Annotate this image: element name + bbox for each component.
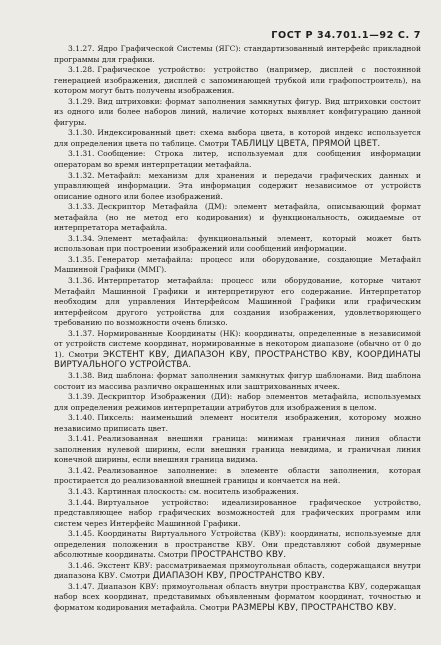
paragraph-number: 3.1.47. bbox=[68, 581, 95, 591]
paragraph-number: 3.1.32. bbox=[68, 170, 95, 180]
cross-reference: ПРОСТРАНСТВО КВУ. bbox=[190, 550, 287, 561]
definition-paragraph bbox=[54, 466, 421, 487]
paragraph-text: Реализованная внешняя граница: минимая граничная линия области заполнения нулевой ширины, если внешняя граница невидима, и граничная линия конечной ширины, если внешняя граница видима. bbox=[54, 434, 421, 465]
paragraph-number: 3.1.35. bbox=[68, 254, 95, 264]
paragraph-number: 3.1.29. bbox=[68, 96, 95, 106]
definition-paragraph bbox=[54, 234, 421, 255]
definition-paragraph bbox=[54, 171, 421, 203]
page-header: ГОСТ Р 34.701.1—92 С. 7 bbox=[271, 30, 421, 41]
paragraph-text: Реализованное заполнение: в элементе области заполнения, которая простирается до реализованной внешней границы и кончается на ней. bbox=[54, 465, 421, 486]
paragraph-number: 3.1.41. bbox=[68, 434, 95, 444]
paragraph-number: 3.1.46. bbox=[68, 560, 95, 570]
paragraph-text: Диапазон КВУ: прямоугольная область внутри пространства КВУ, содержащая набор всех координат, представимых объявленным форматом координат, точностью и форматом кодирования метафайла. Смотри bbox=[54, 581, 421, 612]
paragraph-number: 3.1.36. bbox=[68, 276, 95, 286]
definition-paragraph bbox=[54, 149, 421, 170]
paragraph-number: 3.1.27. bbox=[68, 44, 95, 53]
cross-reference: ТАБЛИЦУ ЦВЕТА, ПРЯМОЙ ЦВЕТ. bbox=[231, 138, 381, 149]
paragraph-number: 3.1.33. bbox=[68, 202, 95, 212]
definition-paragraph bbox=[54, 498, 421, 530]
cross-reference: ЭКСТЕНТ КВУ, ДИАПАЗОН КВУ, ПРОСТРАНСТВО КВУ, КООРДИНАТЫ ВИРТУАЛЬНОГО УСТРОЙСТВА. bbox=[54, 349, 421, 371]
paragraph-number: 3.1.45. bbox=[68, 529, 95, 539]
paragraph-number: 3.1.38. bbox=[68, 370, 95, 380]
document-body bbox=[54, 44, 421, 614]
paragraph-text: Индексированный цвет: схема выбора цвета, в которой индекс используется для определения цвета по таблице. Смотри bbox=[54, 128, 421, 148]
paragraph-text: Виртуальное устройство: идеализированное графическое устройство, представляющее набор графических возможностей для графических программ или систем через Интерфейс Машинной Графики. bbox=[54, 497, 421, 528]
paragraph-number: 3.1.28. bbox=[68, 65, 95, 75]
definition-paragraph bbox=[54, 529, 421, 561]
paragraph-text: Ядро Графической Системы (ЯГС): стандартизованный интерфейс прикладной программы для графики. bbox=[54, 44, 421, 64]
paragraph-number: 3.1.40. bbox=[68, 413, 95, 423]
cross-reference: РАЗМЕРЫ КВУ, ПРОСТРАНСТВО КВУ. bbox=[232, 602, 397, 613]
paragraph-number: 3.1.37. bbox=[68, 328, 95, 338]
definition-paragraph bbox=[54, 329, 421, 371]
definition-paragraph bbox=[54, 128, 421, 149]
definition-paragraph bbox=[54, 371, 421, 392]
paragraph-text: Дескриптор Изображения (ДИ): набор элементов метафайла, используемых для определения режимов интерпретации атрибутов для изображения в целом. bbox=[54, 392, 421, 412]
definition-paragraph bbox=[54, 276, 421, 329]
paragraph-number: 3.1.42. bbox=[68, 465, 95, 475]
paragraph-text: Элемент метафайла: функциональный элемент, который может быть использован при построении изображений или сообщений информации. bbox=[54, 233, 421, 254]
definition-paragraph bbox=[54, 413, 421, 434]
paragraph-text: Сообщение: Строка литер, используемая для сообщения информации операторам во время интерпретации метафайла. bbox=[54, 149, 421, 170]
definition-paragraph bbox=[54, 582, 421, 614]
paragraph-text: Вид шаблона: формат заполнения замкнутых фигур шаблонами. Вид шаблона состоит из массива различно окрашенных или заштрихованных ячеек. bbox=[54, 370, 421, 391]
paragraph-text: Интерпретатор метафайла: процесс или оборудование, которые читают Метафайл Машинной Графики и интерпретируют его содержание. Интерпретатор необходим для управления Интерфейсом Машинной Графики или графическим интерфейсом другого устройства для создания изображения, удовлетворяющего требованию по возможности очень близко. bbox=[54, 276, 421, 328]
paragraph-text: Генератор метафайла: процесс или оборудование, создающие Метафайл Машинной Графики (ММГ). bbox=[54, 254, 421, 275]
paragraph-number: 3.1.43. bbox=[68, 486, 95, 496]
definition-paragraph bbox=[54, 202, 421, 234]
definition-paragraph bbox=[54, 44, 421, 65]
definition-paragraph bbox=[54, 434, 421, 466]
paragraph-text: Картинная плоскость: см. носитель изображения. bbox=[97, 486, 299, 496]
paragraph-text: Нормированные Координаты (НК): координаты, определенные в независимой от устройств системе координат, нормированные в некотором диапазоне (обычно от 0 до 1). Смотри bbox=[54, 328, 421, 359]
paragraph-text: Вид штриховки: формат заполнения замкнутых фигур. Вид штриховки состоит из одного или более наборов линий, наличие которых выявляет конфигурацию данной фигуры. bbox=[54, 96, 421, 127]
paragraph-number: 3.1.39. bbox=[68, 392, 95, 402]
paragraph-text: Метафайл: механизм для хранения и передачи графических данных и управляющей информации. Эта информация содержит независимое от устройств описание одного или более изображений. bbox=[54, 170, 421, 201]
definition-paragraph bbox=[54, 65, 421, 97]
definition-paragraph bbox=[54, 255, 421, 276]
paragraph-text: Координаты Виртуального Устройства (КВУ): координаты, используемые для определения положения в пространстве КВУ. Они представляют собой двумерные абсолютные координаты. Смотри bbox=[54, 529, 421, 560]
paragraph-text: Пиксель: наименьший элемент носителя изображения, которому можно независимо приписать цвет. bbox=[54, 413, 421, 433]
cross-reference: ДИАПАЗОН КВУ, ПРОСТРАНСТВО КВУ. bbox=[152, 571, 325, 582]
paragraph-text: Графическое устройство: устройство (например, дисплей с постоянной генерацией изображения, дисплей с запоминающей трубкой или графопостроитель), на котором могут быть получены изображения. bbox=[54, 65, 421, 96]
paragraph-number: 3.1.31. bbox=[68, 149, 95, 159]
paragraph-number: 3.1.30. bbox=[68, 128, 95, 138]
paragraph-text: Дескриптор Метафайла (ДМ): элемент метафайла, описывающий формат метафайла (но не метод его кодирования) и функциональность, ожидаемые от интерпретатора метафайла. bbox=[54, 202, 421, 233]
definition-paragraph bbox=[54, 97, 421, 129]
paragraph-text: Экстент КВУ: рассматриваемая прямоугольная область, содержащаяся внутри диапазона КВУ. Смотри bbox=[54, 560, 421, 581]
definition-paragraph bbox=[54, 392, 421, 413]
paragraph-number: 3.1.44. bbox=[68, 497, 95, 507]
definition-paragraph bbox=[54, 487, 421, 498]
paragraph-number: 3.1.34. bbox=[68, 233, 95, 243]
definition-paragraph bbox=[54, 561, 421, 582]
